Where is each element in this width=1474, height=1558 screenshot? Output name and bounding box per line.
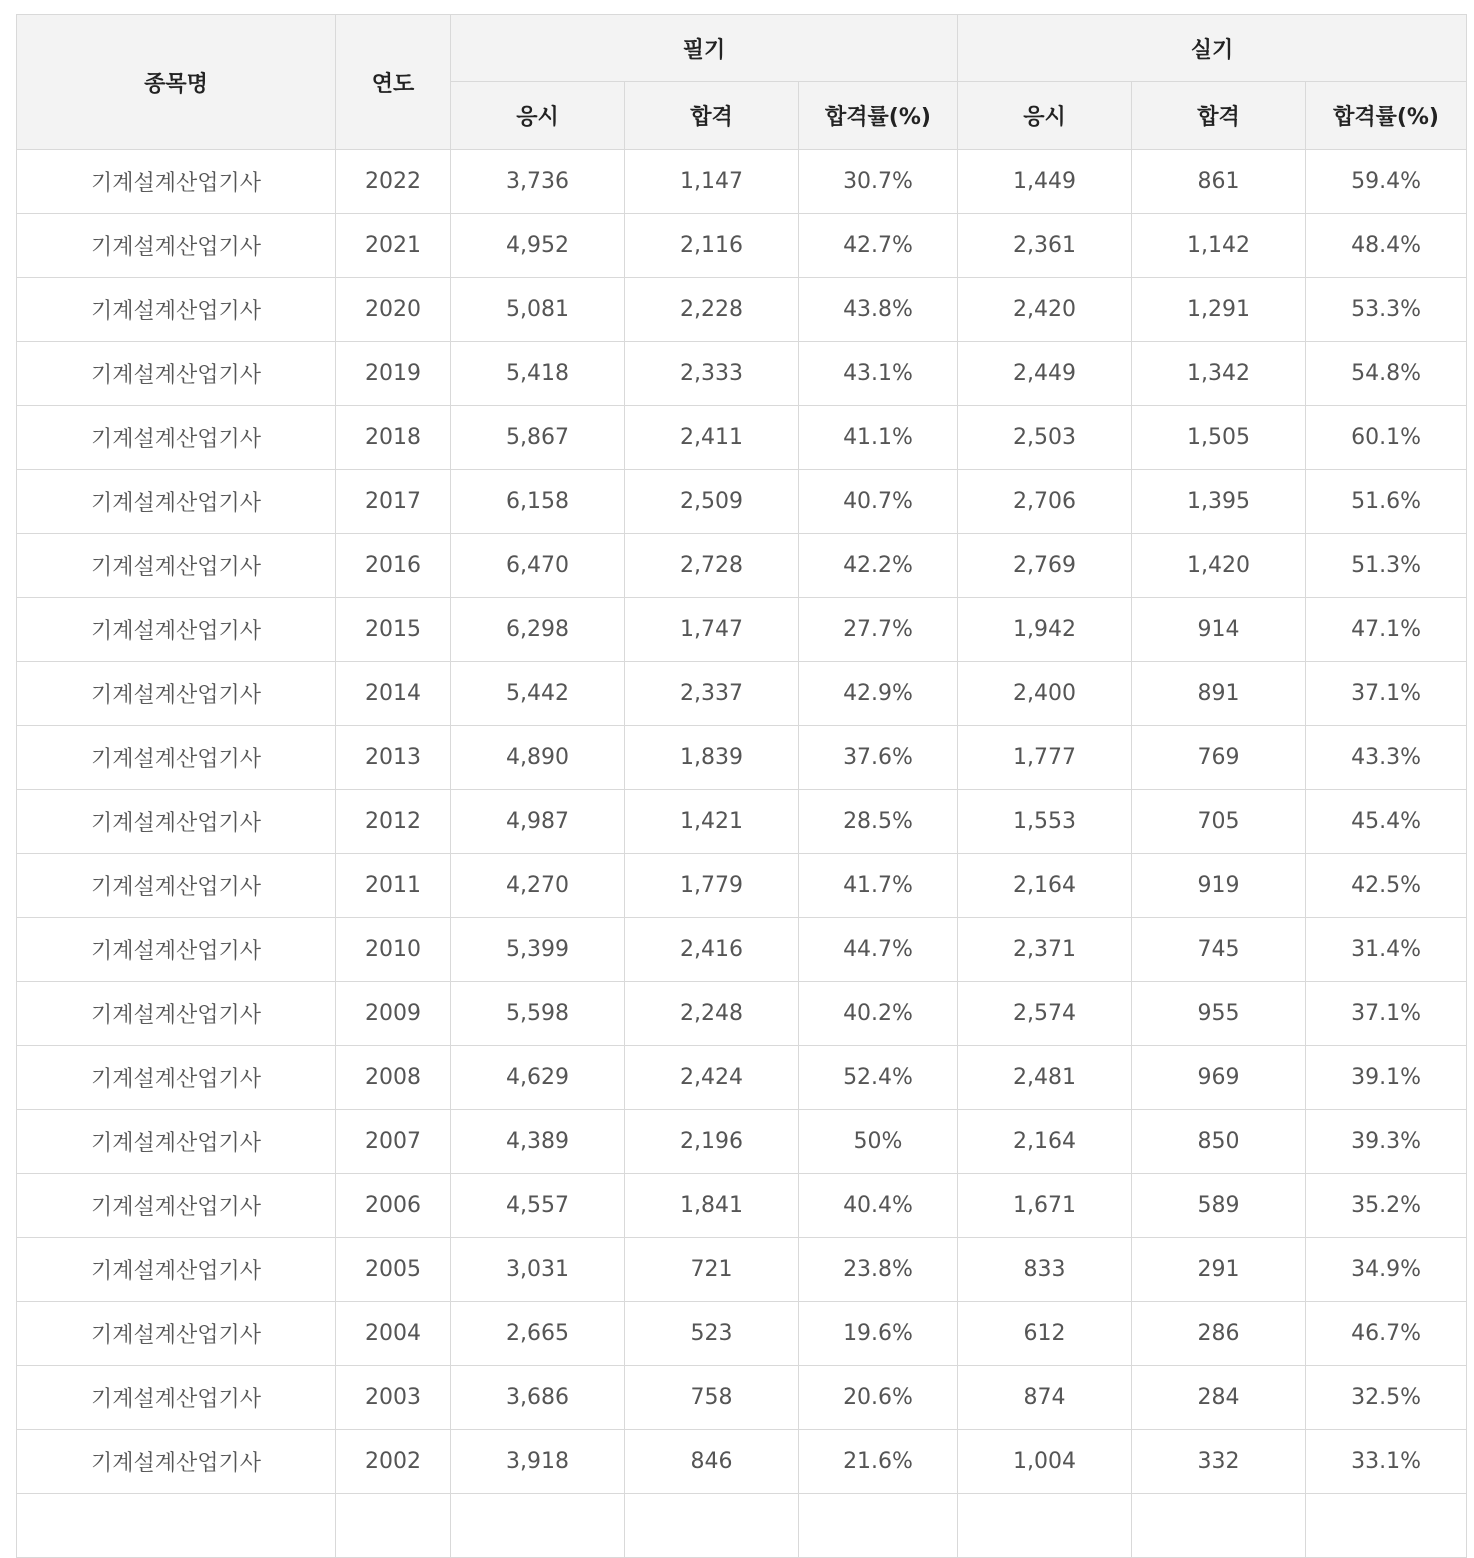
cell-written-passed: 2,411 <box>625 406 799 470</box>
cell-practical-rate: 39.1% <box>1306 1046 1467 1110</box>
cell-practical-rate: 54.8% <box>1306 342 1467 406</box>
cell-practical-rate: 60.1% <box>1306 406 1467 470</box>
cell-year: 2018 <box>336 406 451 470</box>
cell-name: 기계설계산업기사 <box>17 790 336 854</box>
header-practical: 실기 <box>958 15 1467 82</box>
cell-written-passed <box>625 1494 799 1558</box>
table-row <box>17 982 1467 1046</box>
cell-name: 기계설계산업기사 <box>17 1110 336 1174</box>
table-row <box>17 470 1467 534</box>
cell-practical-rate: 47.1% <box>1306 598 1467 662</box>
cell-practical-passed: 589 <box>1132 1174 1306 1238</box>
cell-name: 기계설계산업기사 <box>17 598 336 662</box>
cell-practical-rate: 51.6% <box>1306 470 1467 534</box>
cell-practical-applied: 833 <box>958 1238 1132 1302</box>
cell-name: 기계설계산업기사 <box>17 534 336 598</box>
cell-year: 2015 <box>336 598 451 662</box>
cell-name: 기계설계산업기사 <box>17 1430 336 1494</box>
cell-practical-passed: 284 <box>1132 1366 1306 1430</box>
cell-name: 기계설계산업기사 <box>17 662 336 726</box>
cell-year: 2003 <box>336 1366 451 1430</box>
cell-written-rate: 41.1% <box>799 406 958 470</box>
table-body <box>17 150 1467 1558</box>
cell-written-applied: 4,270 <box>451 854 625 918</box>
cell-written-rate: 21.6% <box>799 1430 958 1494</box>
cell-name: 기계설계산업기사 <box>17 406 336 470</box>
cell-written-applied: 5,598 <box>451 982 625 1046</box>
cell-practical-passed: 1,342 <box>1132 342 1306 406</box>
cell-practical-applied <box>958 1494 1132 1558</box>
cell-written-applied: 4,890 <box>451 726 625 790</box>
cell-written-rate: 37.6% <box>799 726 958 790</box>
cell-practical-passed: 1,420 <box>1132 534 1306 598</box>
cell-written-rate: 42.9% <box>799 662 958 726</box>
cell-practical-applied: 2,706 <box>958 470 1132 534</box>
cell-practical-passed: 1,505 <box>1132 406 1306 470</box>
cell-practical-rate: 35.2% <box>1306 1174 1467 1238</box>
cell-practical-applied: 2,769 <box>958 534 1132 598</box>
cell-name: 기계설계산업기사 <box>17 918 336 982</box>
cell-practical-rate: 59.4% <box>1306 150 1467 214</box>
cell-year: 2009 <box>336 982 451 1046</box>
cell-written-applied: 3,686 <box>451 1366 625 1430</box>
cell-practical-applied: 2,164 <box>958 1110 1132 1174</box>
header-name: 종목명 <box>17 15 336 150</box>
table-row <box>17 598 1467 662</box>
cell-practical-applied: 2,361 <box>958 214 1132 278</box>
cell-practical-passed: 861 <box>1132 150 1306 214</box>
cell-year: 2019 <box>336 342 451 406</box>
cell-practical-passed: 919 <box>1132 854 1306 918</box>
cell-practical-applied: 2,449 <box>958 342 1132 406</box>
cell-written-passed: 1,747 <box>625 598 799 662</box>
cell-name <box>17 1494 336 1558</box>
cell-written-passed: 2,196 <box>625 1110 799 1174</box>
cell-year: 2006 <box>336 1174 451 1238</box>
cell-name: 기계설계산업기사 <box>17 214 336 278</box>
cell-written-applied: 5,867 <box>451 406 625 470</box>
table-row <box>17 406 1467 470</box>
cell-written-rate: 30.7% <box>799 150 958 214</box>
cell-written-rate: 42.2% <box>799 534 958 598</box>
cell-written-applied: 2,665 <box>451 1302 625 1366</box>
cell-written-applied: 5,081 <box>451 278 625 342</box>
cell-written-passed: 1,839 <box>625 726 799 790</box>
cell-practical-applied: 2,420 <box>958 278 1132 342</box>
cell-practical-applied: 612 <box>958 1302 1132 1366</box>
cell-written-passed: 2,248 <box>625 982 799 1046</box>
cell-year: 2005 <box>336 1238 451 1302</box>
cell-practical-passed: 705 <box>1132 790 1306 854</box>
cell-practical-passed: 955 <box>1132 982 1306 1046</box>
cell-written-passed: 1,841 <box>625 1174 799 1238</box>
cell-written-passed: 2,337 <box>625 662 799 726</box>
table-row <box>17 854 1467 918</box>
cell-written-passed: 523 <box>625 1302 799 1366</box>
cell-name: 기계설계산업기사 <box>17 470 336 534</box>
cell-year: 2002 <box>336 1430 451 1494</box>
cell-practical-rate: 37.1% <box>1306 982 1467 1046</box>
cell-year: 2014 <box>336 662 451 726</box>
table-row <box>17 1430 1467 1494</box>
cell-written-applied: 4,629 <box>451 1046 625 1110</box>
cell-year: 2007 <box>336 1110 451 1174</box>
cell-written-applied: 3,918 <box>451 1430 625 1494</box>
cell-practical-rate: 53.3% <box>1306 278 1467 342</box>
cell-written-rate: 27.7% <box>799 598 958 662</box>
cell-written-applied: 3,031 <box>451 1238 625 1302</box>
cell-practical-applied: 2,371 <box>958 918 1132 982</box>
cell-written-rate <box>799 1494 958 1558</box>
cell-practical-applied: 2,164 <box>958 854 1132 918</box>
cell-name: 기계설계산업기사 <box>17 726 336 790</box>
cell-practical-rate: 34.9% <box>1306 1238 1467 1302</box>
table-row <box>17 1366 1467 1430</box>
cell-written-applied: 4,987 <box>451 790 625 854</box>
cell-written-passed: 1,147 <box>625 150 799 214</box>
cell-written-passed: 2,424 <box>625 1046 799 1110</box>
header-practical-applied: 응시 <box>958 82 1132 150</box>
cell-year: 2022 <box>336 150 451 214</box>
cell-year: 2008 <box>336 1046 451 1110</box>
cell-year: 2021 <box>336 214 451 278</box>
cell-name: 기계설계산업기사 <box>17 150 336 214</box>
table-row <box>17 1238 1467 1302</box>
table-row <box>17 1174 1467 1238</box>
cell-name: 기계설계산업기사 <box>17 1046 336 1110</box>
cell-practical-rate: 43.3% <box>1306 726 1467 790</box>
cell-written-rate: 23.8% <box>799 1238 958 1302</box>
table-row <box>17 918 1467 982</box>
table-row <box>17 790 1467 854</box>
cell-year: 2016 <box>336 534 451 598</box>
cell-name: 기계설계산업기사 <box>17 1238 336 1302</box>
cell-year <box>336 1494 451 1558</box>
cell-written-applied: 5,418 <box>451 342 625 406</box>
cell-practical-passed: 332 <box>1132 1430 1306 1494</box>
cell-year: 2004 <box>336 1302 451 1366</box>
cell-written-applied: 6,470 <box>451 534 625 598</box>
cell-written-rate: 42.7% <box>799 214 958 278</box>
cell-written-passed: 1,421 <box>625 790 799 854</box>
cell-practical-passed: 1,395 <box>1132 470 1306 534</box>
cell-practical-applied: 1,777 <box>958 726 1132 790</box>
cell-practical-applied: 874 <box>958 1366 1132 1430</box>
cell-practical-rate: 31.4% <box>1306 918 1467 982</box>
cell-written-passed: 2,728 <box>625 534 799 598</box>
table-row <box>17 1046 1467 1110</box>
cell-year: 2017 <box>336 470 451 534</box>
table-header <box>17 15 1467 150</box>
table-row <box>17 1302 1467 1366</box>
cell-practical-passed: 914 <box>1132 598 1306 662</box>
cell-practical-passed: 286 <box>1132 1302 1306 1366</box>
cell-written-rate: 43.8% <box>799 278 958 342</box>
cell-written-applied: 6,298 <box>451 598 625 662</box>
cell-year: 2011 <box>336 854 451 918</box>
cell-written-passed: 2,333 <box>625 342 799 406</box>
cell-practical-applied: 2,503 <box>958 406 1132 470</box>
table-row <box>17 214 1467 278</box>
exam-stats-table-container <box>16 14 1466 1558</box>
cell-practical-rate: 46.7% <box>1306 1302 1467 1366</box>
cell-written-passed: 758 <box>625 1366 799 1430</box>
cell-written-rate: 52.4% <box>799 1046 958 1110</box>
cell-practical-passed: 1,142 <box>1132 214 1306 278</box>
cell-practical-applied: 2,481 <box>958 1046 1132 1110</box>
header-practical-rate: 합격률(%) <box>1306 82 1467 150</box>
cell-written-rate: 40.2% <box>799 982 958 1046</box>
cell-written-applied: 5,442 <box>451 662 625 726</box>
cell-written-rate: 40.4% <box>799 1174 958 1238</box>
cell-practical-applied: 1,671 <box>958 1174 1132 1238</box>
table-row <box>17 150 1467 214</box>
exam-pass-rate-table <box>16 14 1467 1558</box>
table-row <box>17 662 1467 726</box>
table-row <box>17 1110 1467 1174</box>
cell-written-rate: 40.7% <box>799 470 958 534</box>
cell-practical-applied: 2,574 <box>958 982 1132 1046</box>
cell-practical-rate: 39.3% <box>1306 1110 1467 1174</box>
cell-practical-passed: 891 <box>1132 662 1306 726</box>
table-row <box>17 278 1467 342</box>
cell-year: 2020 <box>336 278 451 342</box>
cell-practical-passed: 1,291 <box>1132 278 1306 342</box>
cell-name: 기계설계산업기사 <box>17 982 336 1046</box>
cell-written-rate: 43.1% <box>799 342 958 406</box>
cell-practical-rate: 51.3% <box>1306 534 1467 598</box>
cell-practical-rate: 33.1% <box>1306 1430 1467 1494</box>
cell-written-passed: 846 <box>625 1430 799 1494</box>
cell-practical-applied: 1,942 <box>958 598 1132 662</box>
cell-name: 기계설계산업기사 <box>17 1174 336 1238</box>
header-practical-passed: 합격 <box>1132 82 1306 150</box>
cell-practical-rate: 48.4% <box>1306 214 1467 278</box>
cell-practical-passed: 745 <box>1132 918 1306 982</box>
cell-practical-applied: 1,004 <box>958 1430 1132 1494</box>
cell-practical-rate: 42.5% <box>1306 854 1467 918</box>
cell-practical-rate <box>1306 1494 1467 1558</box>
cell-name: 기계설계산업기사 <box>17 278 336 342</box>
table-row <box>17 726 1467 790</box>
header-year: 연도 <box>336 15 451 150</box>
cell-written-applied: 5,399 <box>451 918 625 982</box>
cell-written-applied: 4,389 <box>451 1110 625 1174</box>
table-row <box>17 342 1467 406</box>
cell-year: 2012 <box>336 790 451 854</box>
cell-year: 2010 <box>336 918 451 982</box>
header-written-passed: 합격 <box>625 82 799 150</box>
cell-practical-passed: 769 <box>1132 726 1306 790</box>
cell-written-passed: 1,779 <box>625 854 799 918</box>
cell-name: 기계설계산업기사 <box>17 854 336 918</box>
cell-practical-passed: 969 <box>1132 1046 1306 1110</box>
cell-practical-rate: 32.5% <box>1306 1366 1467 1430</box>
cell-written-rate: 44.7% <box>799 918 958 982</box>
cell-practical-applied: 2,400 <box>958 662 1132 726</box>
cell-written-passed: 721 <box>625 1238 799 1302</box>
cell-written-rate: 20.6% <box>799 1366 958 1430</box>
cell-written-applied: 4,557 <box>451 1174 625 1238</box>
header-written-rate: 합격률(%) <box>799 82 958 150</box>
cell-written-passed: 2,228 <box>625 278 799 342</box>
header-written-applied: 응시 <box>451 82 625 150</box>
cell-year: 2013 <box>336 726 451 790</box>
cell-practical-rate: 45.4% <box>1306 790 1467 854</box>
cell-written-rate: 19.6% <box>799 1302 958 1366</box>
table-row <box>17 1494 1467 1558</box>
cell-written-passed: 2,116 <box>625 214 799 278</box>
cell-written-applied: 4,952 <box>451 214 625 278</box>
cell-written-passed: 2,509 <box>625 470 799 534</box>
cell-written-rate: 41.7% <box>799 854 958 918</box>
cell-practical-applied: 1,553 <box>958 790 1132 854</box>
cell-name: 기계설계산업기사 <box>17 1302 336 1366</box>
cell-written-applied: 3,736 <box>451 150 625 214</box>
cell-practical-passed: 291 <box>1132 1238 1306 1302</box>
cell-practical-applied: 1,449 <box>958 150 1132 214</box>
cell-written-passed: 2,416 <box>625 918 799 982</box>
table-row <box>17 534 1467 598</box>
header-written: 필기 <box>451 15 958 82</box>
cell-written-rate: 50% <box>799 1110 958 1174</box>
cell-name: 기계설계산업기사 <box>17 1366 336 1430</box>
cell-practical-passed: 850 <box>1132 1110 1306 1174</box>
cell-practical-passed <box>1132 1494 1306 1558</box>
cell-practical-rate: 37.1% <box>1306 662 1467 726</box>
cell-written-rate: 28.5% <box>799 790 958 854</box>
cell-written-applied: 6,158 <box>451 470 625 534</box>
cell-name: 기계설계산업기사 <box>17 342 336 406</box>
cell-written-applied <box>451 1494 625 1558</box>
